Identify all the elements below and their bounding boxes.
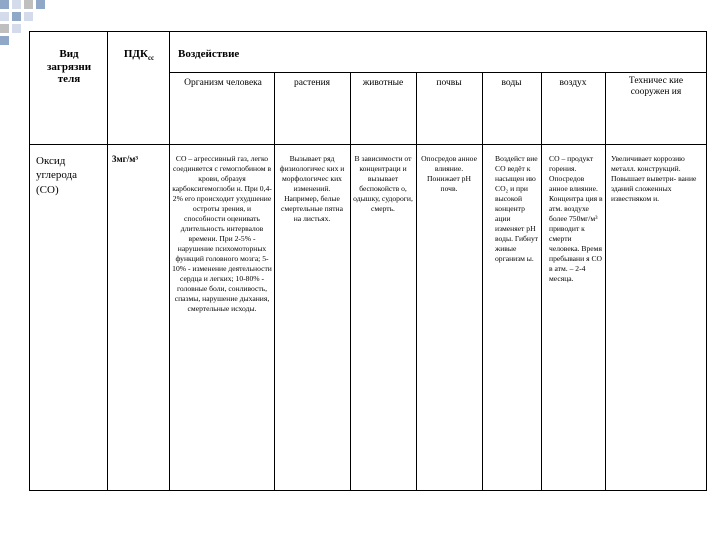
header-pdk-main: ПДК [123, 48, 148, 60]
table-line [274, 72, 275, 490]
decor-square-8 [0, 24, 9, 33]
decor-square-7 [24, 12, 33, 21]
table-line [350, 72, 351, 490]
decor-square-10 [0, 36, 9, 45]
header-pdk-sub: сс [147, 54, 155, 63]
decor-square-6 [12, 12, 21, 21]
cell-water: Воздейст вие СО ведёт к насыщен ию СО₂ и при высокой концентр ации изменяет pH воды. Гибнут живые организм ы. [495, 154, 539, 264]
pollution-table [29, 31, 707, 491]
cell-plants: Вызывает ряд физиологичес ких и морфологичес ких изменений. Например, белые смертельные пятна на листьях. [279, 154, 345, 224]
cell-human: СО – агрессивный газ, легко соединяется с гемоглобином в крови, образуя карбоксигемоглоби н. При 0,4-2% его происходит ухудшение остроты зрения, и способности оценивать длительность интервалов времени. При 2-5% - нарушение психомоторных функций головного мозга; 5-10% - изменение деятельности сердца и легких; 10-80% - головные боли, сонливость, спазмы, нарушение дыхания, смертельные исходы. [172, 154, 272, 314]
subheader-plants: растения [293, 78, 331, 88]
subheader-tech: Техничес кие сооружен ия [628, 76, 684, 97]
table-line [107, 32, 108, 490]
subheader-soil: почвы [436, 78, 462, 88]
cell-pdk: 3мг/м³ [112, 154, 139, 164]
decor-square-4 [36, 0, 45, 9]
cell-tech: Увеличивает коррозию металл. конструкций. Повышает выветри- вание зданий сложенных известняком и. [611, 154, 697, 204]
decor-square-2 [12, 0, 21, 9]
cell-animals: В зависимости от концентраци и вызывает беспокойств о, одышку, судороги, смерть. [353, 154, 413, 214]
table-line [605, 72, 606, 490]
subheader-water: воды [501, 78, 522, 88]
table-line [169, 32, 170, 490]
cell-soil: Опосредов анное влияние. Понижает pH почв. [421, 154, 477, 194]
table-line [541, 72, 542, 490]
subheader-animals: животные [362, 78, 404, 88]
table-line [416, 72, 417, 490]
cell-air: СО – продукт горения. Опосредов анное влияние. Концентра ция в атм. воздухе более 750мг/м³ приводит к смерти человека. Время пребывани я СО в атм. – 2-4 месяца. [549, 154, 603, 284]
header-pollutant: Вид загрязни теля [46, 48, 92, 86]
decor-square-3 [24, 0, 33, 9]
header-pdk [112, 48, 166, 62]
subheader-human: Организм человека [184, 78, 262, 88]
decor-square-9 [12, 24, 21, 33]
header-effect: Воздействие [178, 48, 240, 60]
decor-square-5 [0, 12, 9, 21]
table-line [169, 72, 706, 73]
table-line [482, 72, 483, 490]
subheader-air: воздух [559, 78, 587, 88]
decor-square-1 [0, 0, 9, 9]
cell-pollutant: Оксид углерода (СО) [36, 155, 77, 196]
